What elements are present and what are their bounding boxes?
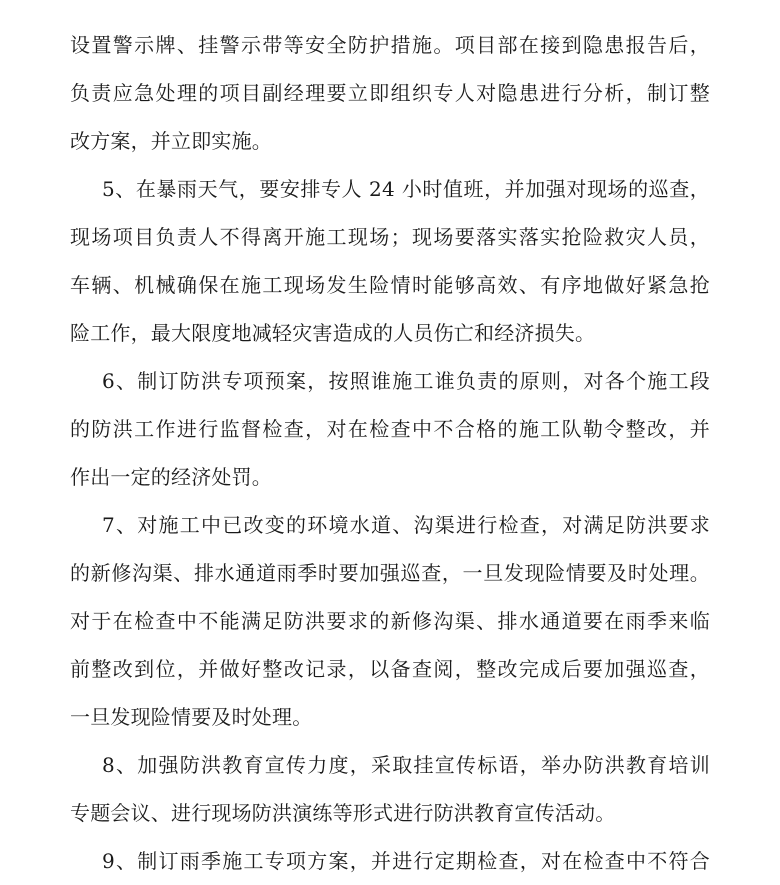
text-line: 险工作，最大限度地减轻灾害造成的人员伤亡和经济损失。 [70,321,596,345]
text-line: 6、制订防洪专项预案，按照谁施工谁负责的原则，对各个施工段 [102,369,710,393]
text-line: 作出一定的经济处罚。 [70,465,272,489]
text-line: 改方案，并立即实施。 [70,129,272,153]
text-line: 现场项目负责人不得离开施工现场；现场要落实落实抢险救灾人员， [70,225,710,249]
text-line: 设置警示牌、挂警示带等安全防护措施。项目部在接到隐患报告后， [70,33,710,57]
text-line: 对于在检查中不能满足防洪要求的新修沟渠、排水通道要在雨季来临 [70,609,710,633]
text-line: 一旦发现险情要及时处理。 [70,705,313,729]
document-page [70,0,710,877]
text-line: 9、制订雨季施工专项方案，并进行定期检查，对在检查中不符合 [102,849,710,873]
text-line: 前整改到位，并做好整改记录，以备查阅，整改完成后要加强巡查， [70,657,710,681]
text-line: 车辆、机械确保在施工现场发生险情时能够高效、有序地做好紧急抢 [70,273,710,297]
text-line: 5、在暴雨天气，要安排专人 24 小时值班，并加强对现场的巡查， [102,177,710,201]
text-line: 的防洪工作进行监督检查，对在检查中不合格的施工队勒令整改，并 [70,417,710,441]
text-line: 的新修沟渠、排水通道雨季时要加强巡查，一旦发现险情要及时处理。 [70,561,710,585]
text-line: 7、对施工中已改变的环境水道、沟渠进行检查，对满足防洪要求 [102,513,710,537]
text-line: 专题会议、进行现场防洪演练等形式进行防洪教育宣传活动。 [70,801,616,825]
text-line: 负责应急处理的项目副经理要立即组织专人对隐患进行分析，制订整 [70,81,710,105]
text-line: 8、加强防洪教育宣传力度，采取挂宣传标语，举办防洪教育培训 [102,753,710,777]
